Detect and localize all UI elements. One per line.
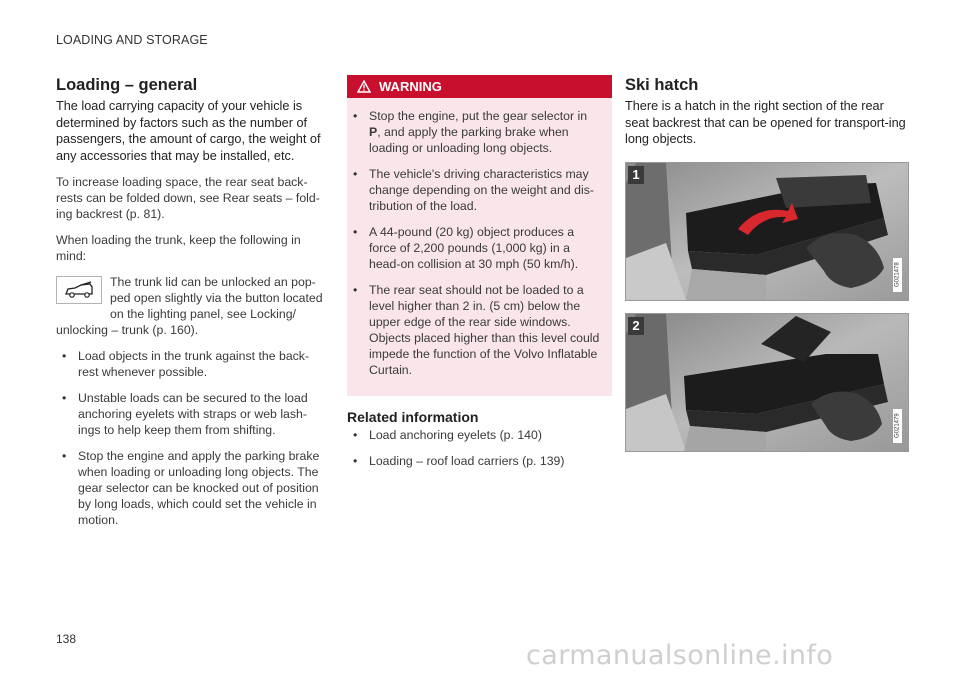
warning-list <box>347 98 612 390</box>
loading-bullet-list <box>56 348 324 528</box>
image-badge: 1 <box>628 166 644 184</box>
warning-box <box>347 75 612 396</box>
ski-hatch-column <box>625 75 907 452</box>
ski-hatch-paragraph: There is a hatch in the right section of the rear seat backrest that can be opened for transport-ing long objects. <box>625 99 906 146</box>
warning-column <box>347 75 612 479</box>
list-item: • Load objects in the trunk against the back-rest whenever possible. <box>56 348 324 380</box>
related-info-list <box>347 427 612 469</box>
warning-triangle-icon <box>357 80 371 93</box>
ski-hatch-image-1 <box>625 162 909 301</box>
list-item: • A 44-pound (20 kg) object produces a force of 2,200 pounds (1,000 kg) in a head-on collision at 30 mph (50 km/h). <box>347 224 602 272</box>
watermark: carmanualsonline.info <box>526 640 834 671</box>
loading-general-column <box>56 75 324 538</box>
ski-hatch-image-2 <box>625 313 909 452</box>
image-badge: 2 <box>628 317 644 335</box>
list-item: • The rear seat should not be loaded to a level higher than 2 in. (5 cm) below the upper edge of the rear side windows. Objects placed higher than this level could impede the function of the Volvo Inflatable Curtain. <box>347 282 602 378</box>
ski-hatch-photo-icon <box>626 314 908 451</box>
image-code: G021479 <box>893 409 902 443</box>
lead-paragraph: The load carrying capacity of your vehicle is determined by factors such as the number of passengers, the amount of cargo, the weight of any accessories that may be installed, etc. <box>56 99 321 163</box>
loading-general-title: Loading – general <box>56 76 198 94</box>
page-number: 138 <box>56 632 77 646</box>
list-item: • Stop the engine, put the gear selector in P, and apply the parking brake when loading or unloading long objects. <box>347 108 602 156</box>
related-info-title: Related information <box>347 409 479 425</box>
image-code: G021478 <box>893 258 902 292</box>
warning-title: WARNING <box>379 79 442 94</box>
ski-hatch-title: Ski hatch <box>625 76 699 94</box>
ski-hatch-photo-icon <box>626 163 908 300</box>
section-header: LOADING AND STORAGE <box>56 33 208 47</box>
trunk-open-icon <box>56 276 102 304</box>
list-item: • The vehicle's driving characteristics may change depending on the weight and dis-tribution of the load. <box>347 166 602 214</box>
trunk-lid-note <box>56 274 324 338</box>
related-link[interactable]: • Loading – roof load carriers (p. 139) <box>347 453 612 469</box>
related-link[interactable]: • Load anchoring eyelets (p. 140) <box>347 427 612 443</box>
warning-header <box>347 75 612 98</box>
loading-intro-paragraph: When loading the trunk, keep the following in mind: <box>56 233 301 263</box>
folding-paragraph: To increase loading space, the rear seat back-rests can be folded down, see Rear seats – fold-ing backrest (p. 81). <box>56 175 320 221</box>
list-item: • Unstable loads can be secured to the load anchoring eyelets with straps or web lash-ings to help keep them from shifting. <box>56 390 324 438</box>
list-item: • Stop the engine and apply the parking brake when loading or unloading long objects. The gear selector can be knocked out of position by long loads, which could set the vehicle in motion. <box>56 448 324 528</box>
trunk-lid-text: The trunk lid can be unlocked an pop-ped open slightly via the button located on the lighting panel, see Locking/ unlocking – trunk (p. 160). <box>56 275 323 337</box>
